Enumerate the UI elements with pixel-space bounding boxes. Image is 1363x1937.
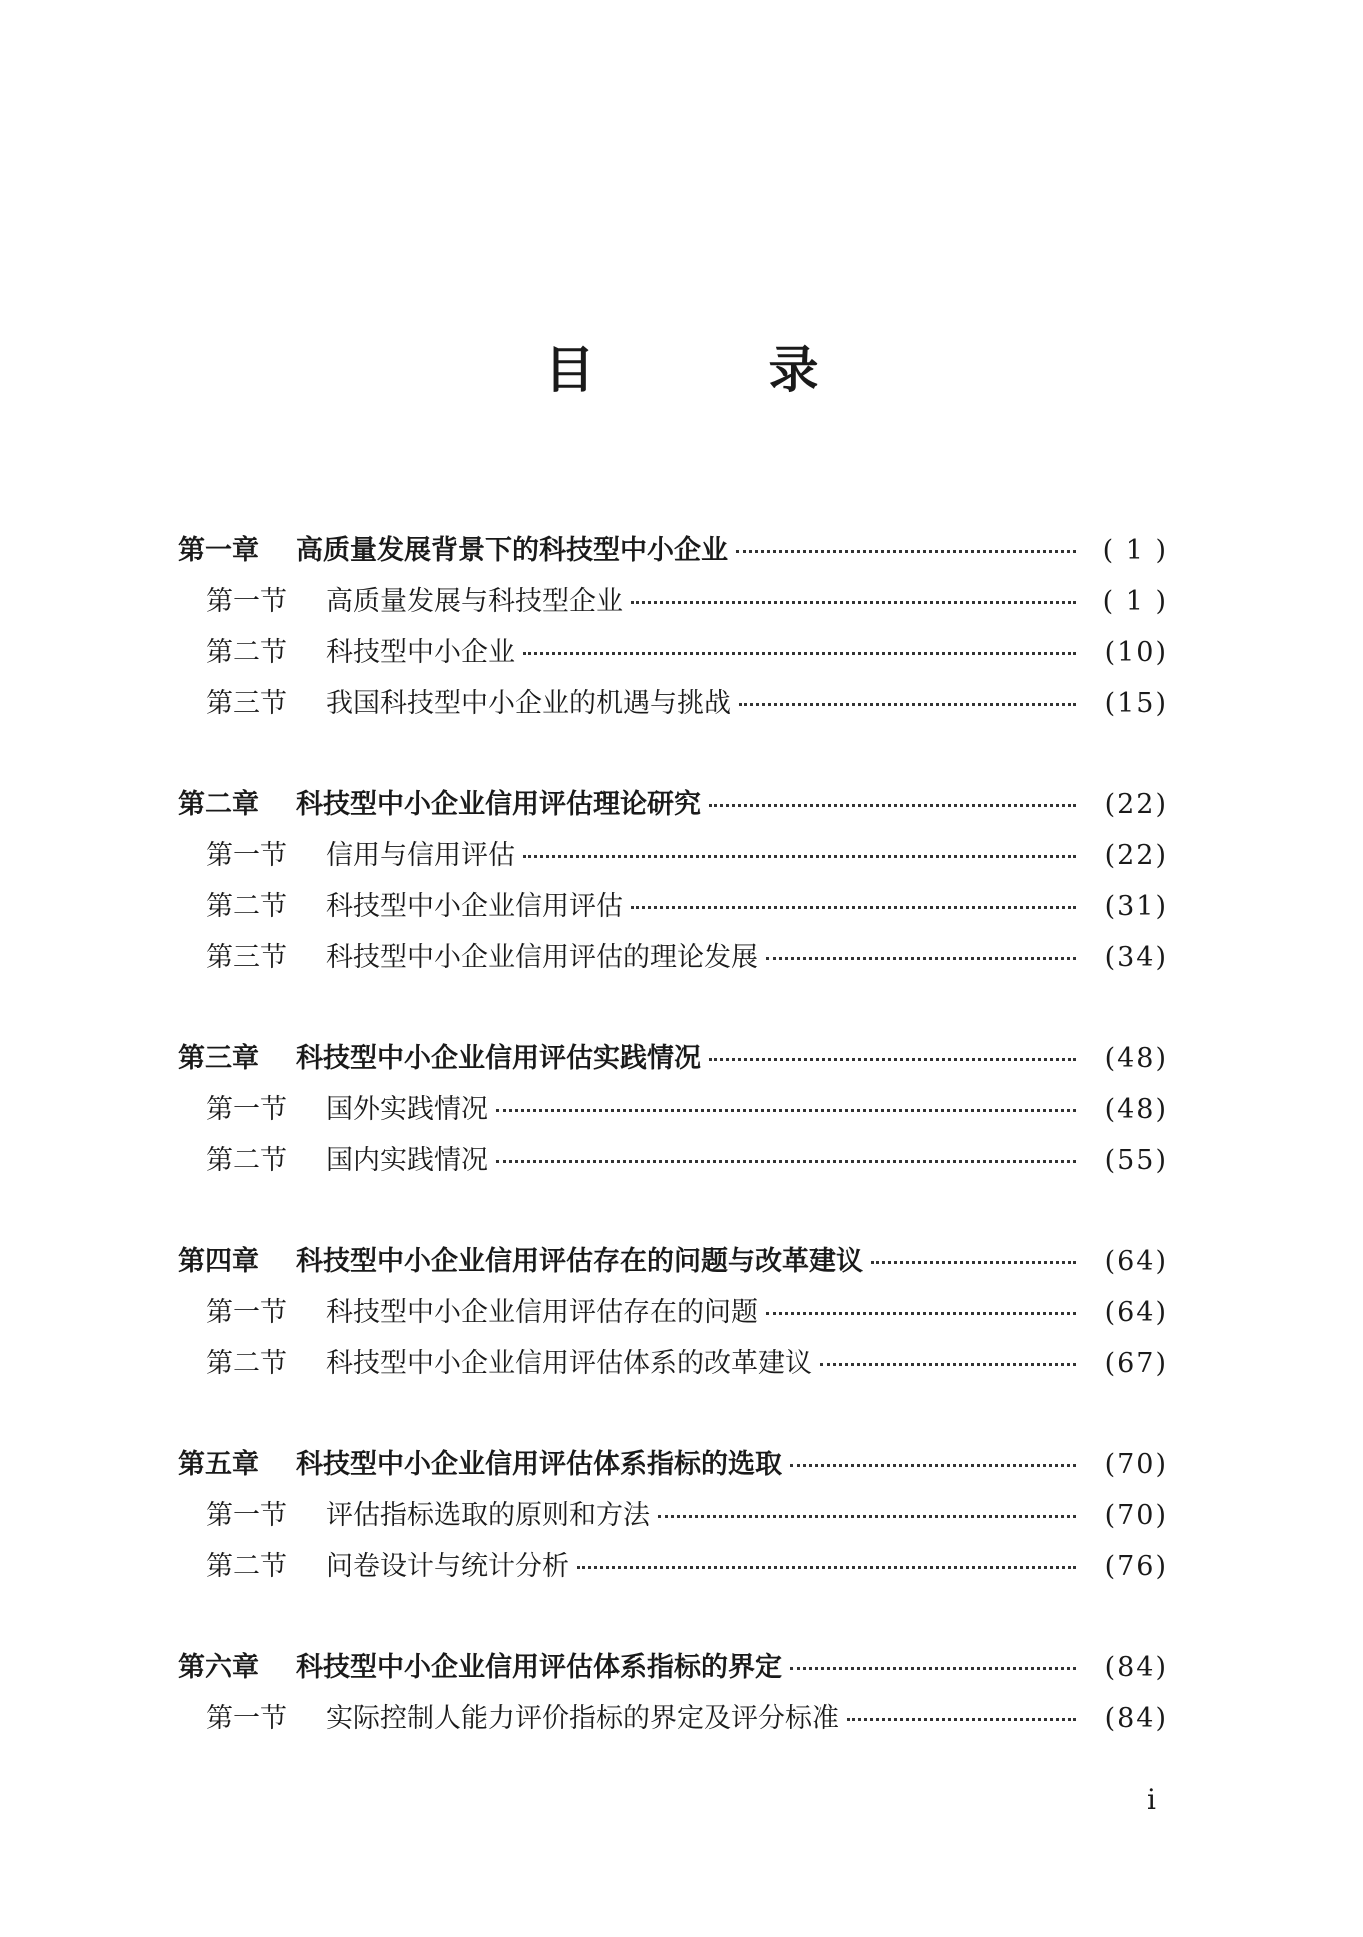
page-number: (22) (1104, 789, 1168, 820)
section-number: 第一节 (206, 1500, 287, 1531)
dot-leader (523, 652, 1076, 655)
page-number: (64) (1104, 1297, 1168, 1328)
section-number: 第三节 (206, 688, 287, 719)
toc-section-entry[interactable] (178, 681, 1168, 732)
section-title: 科技型中小企业信用评估的理论发展 (326, 942, 758, 973)
section-number: 第三节 (206, 942, 287, 973)
chapter-6 (178, 1645, 1168, 1747)
toc-chapter-entry[interactable] (178, 1036, 1168, 1087)
section-number: 第一节 (206, 1094, 287, 1125)
dot-leader (631, 601, 1076, 604)
page-number: (64) (1104, 1246, 1168, 1277)
section-title: 科技型中小企业信用评估体系的改革建议 (326, 1348, 812, 1379)
toc-section-entry[interactable] (178, 935, 1168, 986)
dot-leader (766, 1312, 1076, 1315)
chapter-number: 第六章 (178, 1652, 259, 1683)
section-number: 第一节 (206, 840, 287, 871)
page-number: (31) (1104, 891, 1168, 922)
toc-section-entry[interactable] (178, 1493, 1168, 1544)
chapter-title: 科技型中小企业信用评估体系指标的界定 (296, 1652, 782, 1683)
section-title: 高质量发展与科技型企业 (326, 586, 623, 617)
table-of-contents (178, 528, 1168, 1797)
page-number: (10) (1104, 637, 1168, 668)
toc-chapter-entry[interactable] (178, 1442, 1168, 1493)
toc-section-entry[interactable] (178, 1290, 1168, 1341)
toc-chapter-entry[interactable] (178, 528, 1168, 579)
dot-leader (871, 1261, 1076, 1264)
toc-chapter-entry[interactable] (178, 1645, 1168, 1696)
chapter-title: 科技型中小企业信用评估实践情况 (296, 1043, 701, 1074)
chapter-4 (178, 1239, 1168, 1392)
section-title: 实际控制人能力评价指标的界定及评分标准 (326, 1703, 839, 1734)
toc-chapter-entry[interactable] (178, 1239, 1168, 1290)
dot-leader (820, 1363, 1076, 1366)
section-number: 第一节 (206, 1703, 287, 1734)
toc-section-entry[interactable] (178, 579, 1168, 630)
chapter-5 (178, 1442, 1168, 1595)
dot-leader (766, 957, 1076, 960)
page-number: (48) (1104, 1043, 1168, 1074)
page-number: (84) (1104, 1703, 1168, 1734)
dot-leader (739, 703, 1076, 706)
section-title: 我国科技型中小企业的机遇与挑战 (326, 688, 731, 719)
section-number: 第二节 (206, 891, 287, 922)
section-number: 第二节 (206, 1145, 287, 1176)
dot-leader (577, 1566, 1076, 1569)
dot-leader (709, 804, 1076, 807)
dot-leader (496, 1160, 1076, 1163)
page-number: (76) (1104, 1551, 1168, 1582)
toc-section-entry[interactable] (178, 630, 1168, 681)
page-number: (84) (1104, 1652, 1168, 1683)
page-number: (34) (1104, 942, 1168, 973)
chapter-title: 科技型中小企业信用评估体系指标的选取 (296, 1449, 782, 1480)
section-title: 国外实践情况 (326, 1094, 488, 1125)
dot-leader (790, 1464, 1076, 1467)
section-title: 科技型中小企业信用评估存在的问题 (326, 1297, 758, 1328)
page-number: (15) (1104, 688, 1168, 719)
page-number: (48) (1104, 1094, 1168, 1125)
section-number: 第二节 (206, 1348, 287, 1379)
page-number: (67) (1104, 1348, 1168, 1379)
section-number: 第二节 (206, 637, 287, 668)
dot-leader (523, 855, 1076, 858)
chapter-title: 高质量发展背景下的科技型中小企业 (296, 535, 728, 566)
page-folio: i (1147, 1783, 1156, 1816)
section-title: 问卷设计与统计分析 (326, 1551, 569, 1582)
chapter-title: 科技型中小企业信用评估理论研究 (296, 789, 701, 820)
chapter-number: 第四章 (178, 1246, 259, 1277)
section-title: 科技型中小企业 (326, 637, 515, 668)
section-title: 信用与信用评估 (326, 840, 515, 871)
dot-leader (847, 1718, 1076, 1721)
page-number: (70) (1104, 1449, 1168, 1480)
toc-section-entry[interactable] (178, 1341, 1168, 1392)
chapter-title: 科技型中小企业信用评估存在的问题与改革建议 (296, 1246, 863, 1277)
section-title: 评估指标选取的原则和方法 (326, 1500, 650, 1531)
page-number: ( 1 ) (1102, 535, 1168, 566)
dot-leader (658, 1515, 1076, 1518)
section-title: 国内实践情况 (326, 1145, 488, 1176)
toc-section-entry[interactable] (178, 1138, 1168, 1189)
page-title: 目 录 (544, 341, 881, 399)
page-number: (70) (1104, 1500, 1168, 1531)
dot-leader (496, 1109, 1076, 1112)
chapter-number: 第三章 (178, 1043, 259, 1074)
dot-leader (709, 1058, 1076, 1061)
chapter-3 (178, 1036, 1168, 1189)
section-number: 第二节 (206, 1551, 287, 1582)
dot-leader (631, 906, 1076, 909)
dot-leader (736, 550, 1076, 553)
toc-section-entry[interactable] (178, 1544, 1168, 1595)
dot-leader (790, 1667, 1076, 1670)
chapter-2 (178, 782, 1168, 986)
chapter-number: 第五章 (178, 1449, 259, 1480)
toc-section-entry[interactable] (178, 884, 1168, 935)
section-title: 科技型中小企业信用评估 (326, 891, 623, 922)
section-number: 第一节 (206, 1297, 287, 1328)
toc-chapter-entry[interactable] (178, 782, 1168, 833)
chapter-number: 第一章 (178, 535, 259, 566)
page-number: (22) (1104, 840, 1168, 871)
toc-section-entry[interactable] (178, 1087, 1168, 1138)
page-number: ( 1 ) (1102, 586, 1168, 617)
toc-section-entry[interactable] (178, 833, 1168, 884)
page-number: (55) (1104, 1145, 1168, 1176)
section-number: 第一节 (206, 586, 287, 617)
toc-section-entry[interactable] (178, 1696, 1168, 1747)
chapter-number: 第二章 (178, 789, 259, 820)
chapter-1 (178, 528, 1168, 732)
